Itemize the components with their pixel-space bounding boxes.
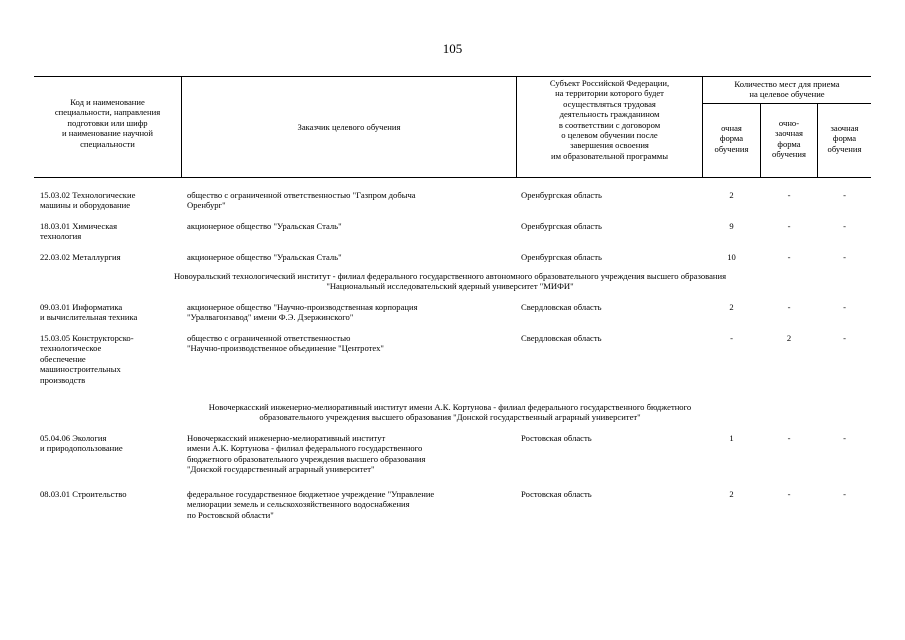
row-part-time: - — [787, 302, 791, 312]
header-customer-line: Заказчик целевого обучения — [297, 122, 401, 132]
header-full-time-line: обучения — [714, 143, 749, 154]
header-places-line: на целевое обучение — [749, 89, 825, 100]
row-region: Свердловская область — [521, 302, 602, 312]
row-customer — [187, 252, 515, 262]
row-extramural: - — [843, 433, 846, 443]
header-region-line: Субъект Российской Федерации, — [549, 78, 670, 88]
header-region-line: осуществляться трудовая — [563, 98, 656, 109]
row-code — [40, 221, 180, 242]
cell-line: машиностроительных — [40, 364, 121, 375]
cell-line: обеспечение — [40, 353, 86, 364]
cell-line: общество с ограниченной ответственностью — [187, 333, 351, 343]
row-customer — [187, 489, 515, 520]
cell-line: 08.03.01 Строительство — [40, 489, 127, 499]
row-code — [40, 489, 180, 499]
cell-line: и вычислительная техника — [40, 312, 138, 323]
cell-line: технология — [40, 231, 82, 242]
cell-line: 15.03.02 Технологические — [40, 190, 136, 200]
institution-heading-line: образовательного учреждения высшего образования "Донской государственный аграрный университет" — [259, 412, 641, 423]
header-region-line: о целевом обучении после — [561, 130, 658, 141]
cell-line: мелиорации земель и сельскохозяйственного водоснабжения — [187, 499, 410, 510]
cell-line: акционерное общество "Уральская Сталь" — [187, 221, 342, 231]
header-region-line: им образовательной программы — [550, 150, 669, 161]
row-region: Свердловская область — [521, 333, 602, 343]
cell-line: по Ростовской области" — [187, 509, 274, 520]
row-region: Ростовская область — [521, 433, 592, 443]
institution-heading — [30, 402, 870, 423]
cell-line: 05.04.06 Экология — [40, 433, 107, 443]
row-full-time: 2 — [729, 190, 734, 200]
cell-line: 09.03.01 Информатика — [40, 302, 123, 312]
cell-line: технологическое — [40, 343, 102, 354]
row-code — [40, 433, 180, 454]
header-full-time-line: очная — [721, 123, 742, 133]
row-full-time: 9 — [729, 221, 734, 231]
institution-heading — [30, 271, 870, 292]
header-extramural — [818, 123, 871, 154]
header-bottom-rule — [34, 177, 871, 178]
cell-line: акционерное общество "Научно-производственная корпорация — [187, 302, 418, 312]
row-customer — [187, 302, 515, 323]
cell-line: федеральное государственное бюджетное учреждение "Управление — [187, 489, 435, 499]
header-region-line: в соответствии с договором — [558, 119, 661, 130]
cell-line: "Донской государственный аграрный университет" — [187, 464, 375, 475]
header-region-line: завершения освоения — [570, 140, 649, 151]
row-customer — [187, 221, 515, 231]
cell-line: Оренбург" — [187, 200, 226, 211]
row-part-time: - — [787, 433, 791, 443]
header-region-line: деятельность гражданином — [559, 109, 660, 120]
cell-line: 22.03.02 Металлургия — [40, 252, 121, 262]
header-code-line: специальности, направления — [54, 107, 161, 118]
cell-line: "Уралвагонзавод" имени Ф.Э. Дзержинского" — [187, 312, 354, 323]
row-full-time: 2 — [729, 489, 734, 499]
page-number: 105 — [442, 41, 463, 56]
header-part-time — [761, 118, 817, 160]
cell-line: 18.03.01 Химическая — [40, 221, 118, 231]
header-places — [703, 79, 871, 100]
row-full-time: 2 — [729, 302, 734, 312]
row-region: Ростовская область — [521, 489, 592, 499]
header-code-line: подготовки или шифр — [67, 117, 148, 128]
header-code-line: Код и наименование — [70, 97, 145, 107]
row-part-time: - — [787, 190, 791, 200]
row-code — [40, 333, 180, 385]
row-extramural: - — [843, 190, 846, 200]
row-extramural: - — [843, 333, 846, 343]
header-region — [517, 78, 702, 161]
cell-line: бюджетного образовательного учреждения высшего образования — [187, 453, 426, 464]
header-code-line: и наименование научной — [62, 128, 153, 139]
row-region: Оренбургская область — [521, 190, 602, 200]
header-extramural-line: обучения — [827, 143, 862, 154]
row-full-time: 1 — [729, 433, 734, 443]
cell-line: производств — [40, 374, 86, 385]
row-extramural: - — [843, 221, 846, 231]
row-full-time: - — [730, 333, 733, 343]
row-extramural: - — [843, 302, 846, 312]
table-top-rule — [34, 76, 871, 77]
row-customer — [187, 333, 515, 354]
row-code — [40, 190, 180, 211]
row-part-time: - — [787, 221, 791, 231]
header-full-time-line: форма — [719, 133, 744, 144]
header-part-time-line: обучения — [772, 149, 806, 160]
header-extramural-line: форма — [832, 133, 857, 144]
row-region: Оренбургская область — [521, 221, 602, 231]
row-extramural: - — [843, 252, 846, 262]
row-part-time: 2 — [786, 333, 792, 343]
row-part-time: - — [787, 489, 791, 499]
row-extramural: - — [843, 489, 846, 499]
header-part-time-line: очно- — [778, 118, 800, 128]
cell-line: и природопользование — [40, 443, 123, 454]
row-code — [40, 252, 180, 262]
row-region: Оренбургская область — [521, 252, 602, 262]
cell-line: имени А.К. Кортунова - филиал федерального государственного — [187, 443, 423, 454]
header-extramural-line: заочная — [830, 123, 859, 133]
institution-heading-line: "Национальный исследовательский ядерный университет "МИФИ" — [326, 281, 574, 292]
row-code — [40, 302, 180, 323]
row-part-time: - — [787, 252, 791, 262]
cell-line: машины и оборудование — [40, 200, 131, 211]
header-customer — [182, 122, 516, 132]
header-part-time-line: форма — [777, 138, 801, 149]
row-customer — [187, 433, 515, 475]
cell-line: "Научно-производственное объединение "Центротех" — [187, 343, 384, 354]
cell-line: 15.03.05 Конструкторско- — [40, 333, 134, 343]
header-code — [34, 97, 181, 149]
row-customer — [187, 190, 515, 211]
cell-line: акционерное общество "Уральская Сталь" — [187, 252, 342, 262]
institution-heading-line: Новоуральский технологический институт - филиал федерального государственного автономного образовательного учреждения высшего образования — [173, 271, 727, 281]
cell-line: общество с ограниченной ответственностью "Газпром добыча — [187, 190, 416, 200]
places-subrule — [702, 103, 871, 104]
header-places-line: Количество мест для приема — [734, 79, 840, 89]
cell-line: Новочеркасский инженерно-мелиоративный институт — [187, 433, 386, 443]
institution-heading-line: Новочеркасский инженерно-мелиоративный институт имени А.К. Кортунова - филиал федерального государственного бюджетного — [208, 402, 692, 412]
header-code-line: специальности — [80, 138, 135, 149]
header-region-line: на территории которого будет — [555, 88, 664, 99]
header-full-time — [703, 123, 760, 154]
header-part-time-line: заочная — [775, 128, 803, 139]
row-full-time: 10 — [727, 252, 736, 262]
